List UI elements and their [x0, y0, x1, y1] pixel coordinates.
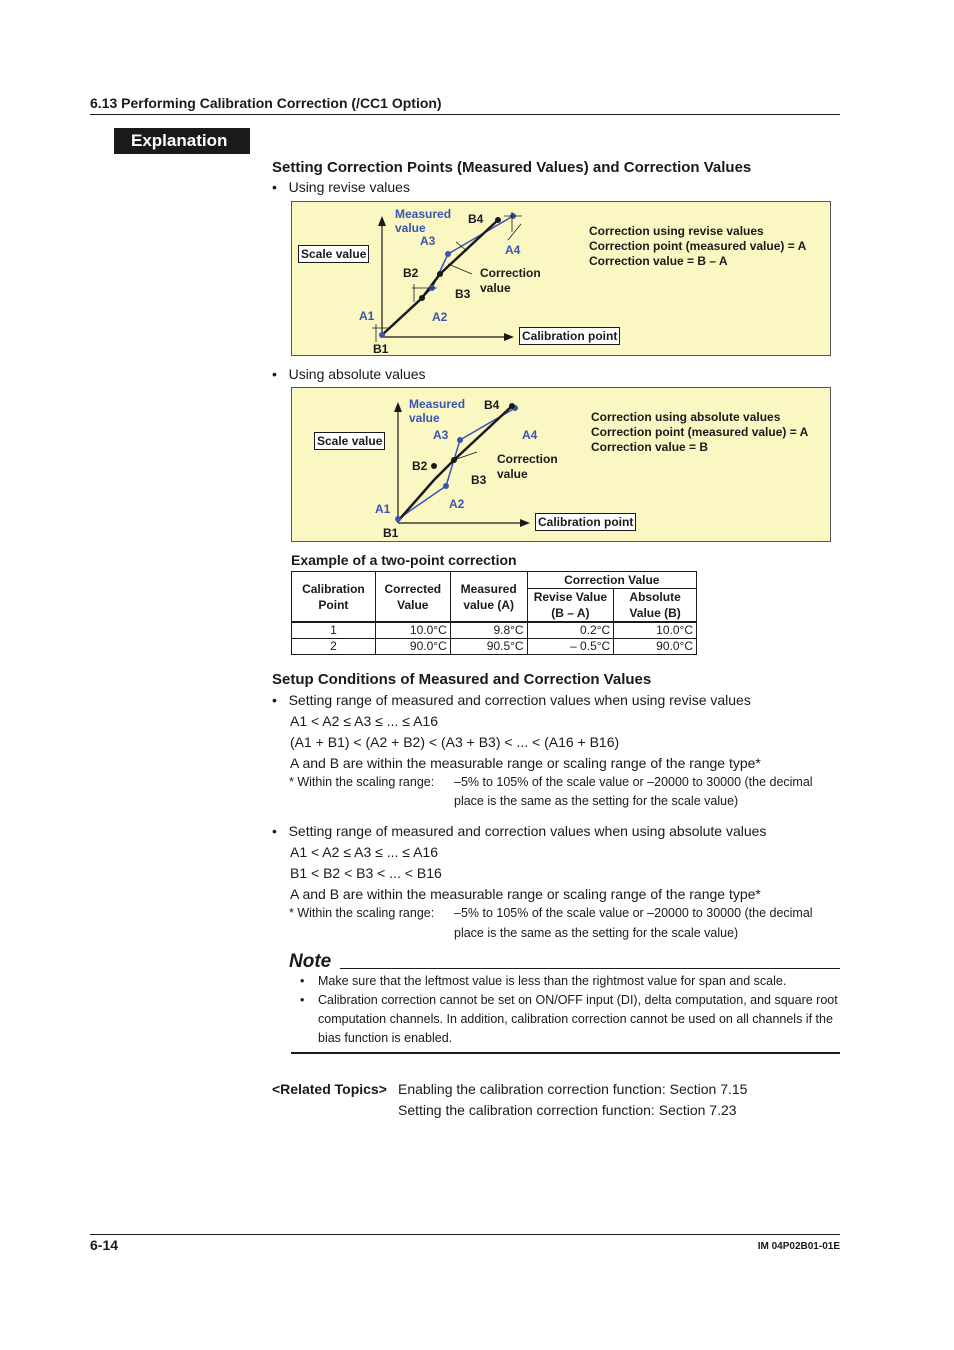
cond-revise-line-2: (A1 + B1) < (A2 + B2) < (A3 + B3) < ... < (A16 + B16) — [290, 734, 620, 750]
absolute-b4-label: B4 — [484, 398, 500, 412]
absolute-diagram — [291, 387, 831, 542]
cond-absolute-line-1: A1 < A2 ≤ A3 ≤ ... ≤ A16 — [290, 844, 438, 860]
cond-revise-bullet-text: Setting range of measured and correction values when using revise values — [288, 692, 751, 708]
table-row — [292, 622, 697, 639]
revise-info — [589, 224, 806, 269]
note-item-text: Make sure that the leftmost value is less than the rightmost value for span and scale. — [318, 974, 787, 988]
cond-revise-foot-label: * Within the scaling range: — [289, 775, 435, 789]
absolute-info-line-1: Correction using absolute values — [591, 410, 781, 424]
cond-revise-bullet: • Setting range of measured and correction values when using revise values — [272, 692, 751, 708]
revise-b3-label: B3 — [455, 287, 471, 301]
revise-b4-label: B4 — [468, 212, 484, 226]
note-items — [300, 972, 840, 1048]
cond-absolute-foot-text-2: place is the same as the setting for the scale value) — [454, 926, 739, 940]
revise-correction-label-2: value — [480, 281, 511, 295]
cell: 2 — [292, 639, 376, 655]
header-absolute-value: Absolute Value (B) — [614, 589, 697, 623]
cell: 90.5°C — [450, 639, 527, 655]
header-revise-value: Revise Value (B – A) — [527, 589, 614, 623]
revise-info-line-1: Correction using revise values — [589, 224, 764, 238]
table-row — [292, 639, 697, 655]
cell: 90.0°C — [614, 639, 697, 655]
revise-diagram — [291, 201, 831, 356]
footer-rule — [90, 1234, 840, 1235]
header-calibration-point: Calibration Point — [292, 572, 376, 623]
example-caption: Example of a two-point correction — [291, 552, 517, 568]
absolute-a1-label: A1 — [375, 502, 391, 516]
revise-b2-label: B2 — [403, 266, 419, 280]
absolute-info-line-3: Correction value = B — [591, 440, 709, 454]
absolute-info-line-2: Correction point (measured value) = A — [591, 425, 809, 439]
cell: 1 — [292, 622, 376, 639]
revise-info-line-2: Correction point (measured value) = A — [589, 239, 807, 253]
cond-absolute-line-3: A and B are within the measurable range or scaling range of the range type* — [290, 886, 761, 902]
bullet-revise-text: Using revise values — [288, 179, 410, 195]
revise-scale-value-box: Scale value — [298, 245, 369, 263]
header-rule — [90, 114, 840, 115]
bullet-absolute-text: Using absolute values — [288, 366, 426, 382]
cell: – 0.5°C — [527, 639, 614, 655]
absolute-a4-label: A4 — [522, 428, 538, 442]
heading-correction-points: Setting Correction Points (Measured Values) and Correction Values — [272, 159, 752, 176]
note-title: Note — [289, 951, 332, 972]
cond-absolute-foot-text-1: –5% to 105% of the scale value or –20000 to 30000 (the decimal — [454, 906, 813, 920]
absolute-b1-label: B1 — [383, 526, 399, 540]
revise-a2-label: A2 — [432, 310, 448, 324]
note-bottom-rule — [291, 1052, 840, 1054]
document-id: IM 04P02B01-01E — [757, 1241, 840, 1252]
absolute-b2-label: B2 — [412, 459, 428, 473]
revise-a4-label: A4 — [505, 243, 521, 257]
absolute-correction-label-2: value — [497, 467, 528, 481]
related-topics-label: <Related Topics> — [272, 1081, 387, 1097]
header-measured-value: Measured value (A) — [450, 572, 527, 623]
cond-absolute-bullet: • Setting range of measured and correction values when using absolute values — [272, 823, 767, 839]
revise-calibration-point-box: Calibration point — [519, 327, 620, 345]
heading-setup-conditions: Setup Conditions of Measured and Correction Values — [272, 671, 652, 688]
revise-b1-label: B1 — [373, 342, 389, 355]
absolute-info — [591, 410, 808, 455]
cell: 0.2°C — [527, 622, 614, 639]
cond-absolute-bullet-text: Setting range of measured and correction values when using absolute values — [288, 823, 767, 839]
absolute-measured-label-1: Measured — [409, 397, 466, 411]
revise-info-line-3: Correction value = B – A — [589, 254, 728, 268]
related-topic-link-1[interactable]: Enabling the calibration correction function: Section 7.15 — [398, 1081, 748, 1097]
cond-revise-line-1: A1 < A2 ≤ A3 ≤ ... ≤ A16 — [290, 713, 438, 729]
note-top-rule — [340, 968, 840, 969]
revise-measured-label-2: value — [395, 221, 426, 235]
related-topic-link-2[interactable]: Setting the calibration correction function: Section 7.23 — [398, 1102, 737, 1118]
revise-measured-label-1: Measured — [395, 207, 452, 221]
cell: 10.0°C — [375, 622, 450, 639]
example-table — [291, 571, 697, 655]
cond-revise-foot-text-1: –5% to 105% of the scale value or –20000 to 30000 (the decimal — [454, 775, 813, 789]
explanation-tab: Explanation — [114, 128, 250, 154]
section-header: 6.13 Performing Calibration Correction (/CC1 Option) — [90, 95, 442, 111]
note-item: • Make sure that the leftmost value is less than the rightmost value for span and scale. — [300, 974, 787, 988]
cell: 9.8°C — [450, 622, 527, 639]
revise-a1-label: A1 — [359, 309, 375, 323]
cond-revise-foot-text-2: place is the same as the setting for the scale value) — [454, 794, 739, 808]
cond-revise-line-3: A and B are within the measurable range or scaling range of the range type* — [290, 755, 761, 771]
cond-absolute-line-2: B1 < B2 < B3 < ... < B16 — [290, 865, 442, 881]
note-item-text: Calibration correction cannot be set on ON/OFF input (DI), delta computation, and square root computation channels. In addition, calibration correction cannot be used on all channels if the bias function is enabled. — [318, 993, 838, 1045]
header-corrected-value: Corrected Value — [375, 572, 450, 623]
bullet-revise: • Using revise values — [272, 179, 410, 195]
absolute-b3-label: B3 — [471, 473, 487, 487]
note-item: • Calibration correction cannot be set on ON/OFF input (DI), delta computation, and square root computation channels. In addition, calibration correction cannot be used on all channels if the bias function is enabled. — [300, 993, 838, 1045]
bullet-absolute: • Using absolute values — [272, 366, 426, 382]
header-correction-value: Correction Value — [527, 572, 696, 589]
absolute-a3-label: A3 — [433, 428, 449, 442]
absolute-calibration-point-box: Calibration point — [535, 513, 636, 531]
cond-absolute-foot-label: * Within the scaling range: — [289, 906, 435, 920]
absolute-scale-value-box: Scale value — [314, 432, 385, 450]
cell: 10.0°C — [614, 622, 697, 639]
absolute-a2-label: A2 — [449, 497, 465, 511]
absolute-correction-label-1: Correction — [497, 452, 558, 466]
cell: 90.0°C — [375, 639, 450, 655]
page-number: 6-14 — [90, 1237, 119, 1253]
revise-correction-label-1: Correction — [480, 266, 541, 280]
revise-a3-label: A3 — [420, 234, 436, 248]
absolute-measured-label-2: value — [409, 411, 440, 425]
